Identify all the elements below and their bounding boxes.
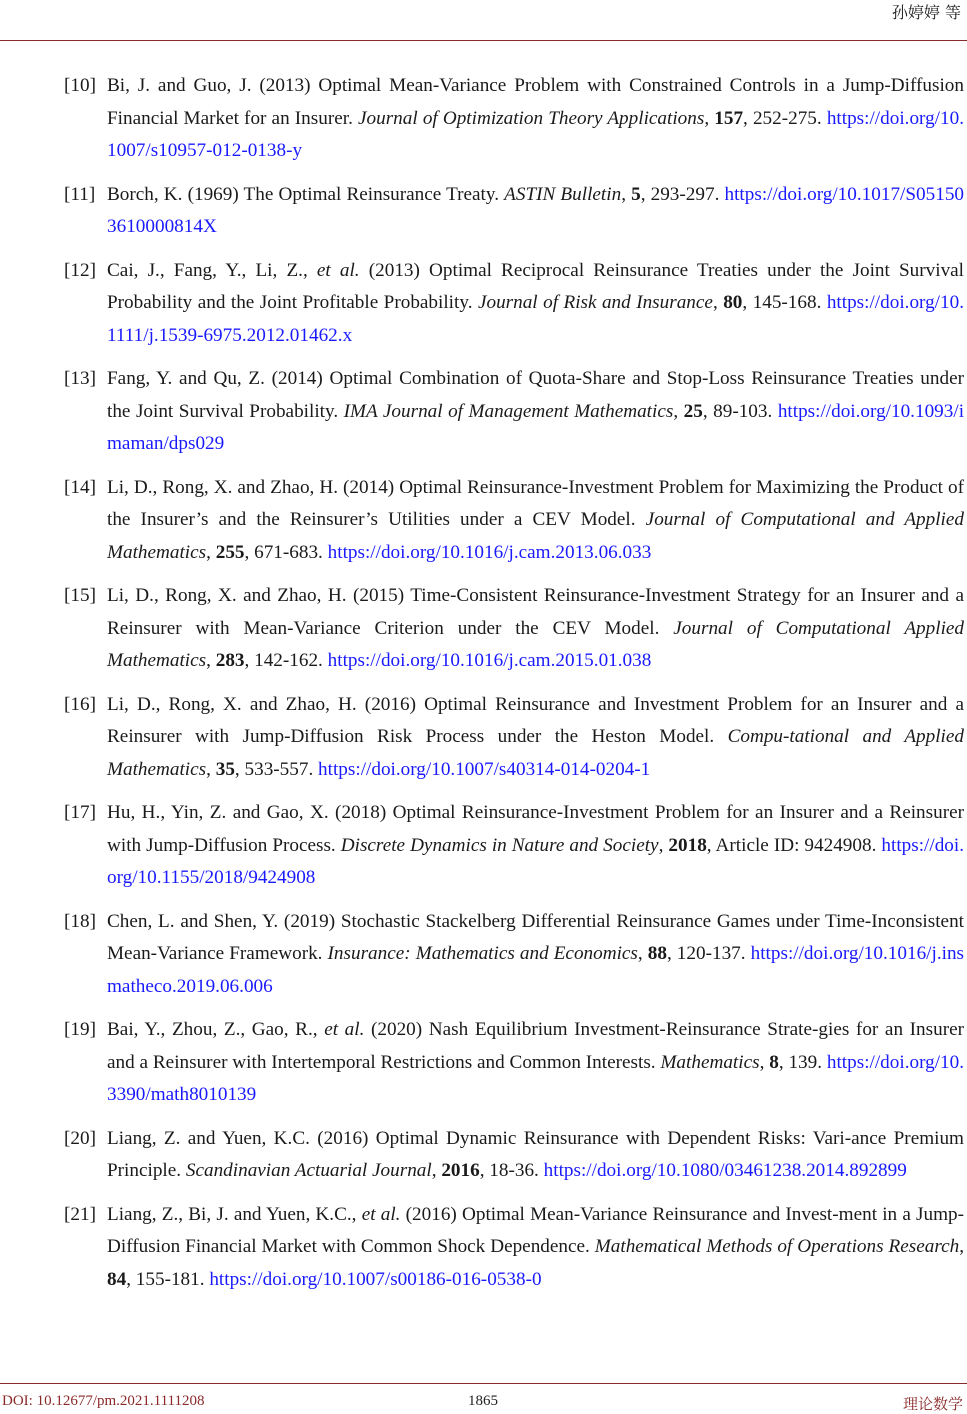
reference-comma: , bbox=[621, 183, 632, 205]
footer-doi[interactable]: DOI: 10.12677/pm.2021.1111208 bbox=[2, 1393, 205, 1409]
reference-etal: et al. bbox=[316, 259, 360, 281]
reference-authors: Liang, Z. and Yuen, K.C. (2016) Optimal Dynamic Reinsurance with Dependent Risks: Vari-ance Premium Principle. bbox=[107, 1127, 964, 1181]
reference-volume: 80 bbox=[723, 292, 743, 313]
reference-number: [21] bbox=[64, 1203, 96, 1225]
reference-pages: , 142-162. bbox=[244, 650, 323, 671]
page-number: 1865 bbox=[468, 1393, 498, 1409]
reference-item bbox=[64, 255, 964, 353]
reference-authors: Liang, Z., Bi, J. and Yuen, K.C., bbox=[107, 1203, 357, 1225]
reference-item bbox=[64, 1014, 964, 1112]
reference-comma: , bbox=[658, 834, 669, 856]
reference-doi-link[interactable]: https://doi.org/10.1016/j.insmatheco.2019.06.006 bbox=[107, 943, 965, 997]
reference-comma: , bbox=[206, 758, 216, 780]
reference-pages: , 293-297. bbox=[640, 183, 720, 205]
reference-comma: , bbox=[206, 650, 216, 671]
reference-item bbox=[64, 580, 964, 678]
reference-number: [19] bbox=[64, 1019, 96, 1040]
reference-item bbox=[64, 1199, 964, 1297]
reference-number: [16] bbox=[64, 693, 96, 715]
reference-volume: 255 bbox=[215, 541, 245, 563]
reference-authors: Li, D., Rong, X. and Zhao, H. (2014) Optimal Reinsurance-Investment Problem for Maximizing the Product of the Insurer’s and the Reinsurer’s Utilities under a CEV Model. bbox=[107, 476, 964, 530]
reference-volume: 25 bbox=[683, 400, 703, 422]
reference-comma: , bbox=[637, 943, 648, 964]
reference-comma: , bbox=[959, 1236, 964, 1257]
reference-pages: , 155-181. bbox=[126, 1268, 205, 1290]
reference-authors: Chen, L. and Shen, Y. (2019) Stochastic Stackelberg Differential Reinsurance Games under Time-Inconsistent Mean-Variance Framework. bbox=[107, 910, 964, 964]
reference-authors: Li, D., Rong, X. and Zhao, H. (2015) Time-Consistent Reinsurance-Investment Strategy for an Insurer and a Reinsurer with Mean-Variance Criterion under the CEV Model. bbox=[107, 585, 964, 639]
reference-number: [18] bbox=[64, 910, 96, 932]
reference-etal: et al. bbox=[361, 1203, 401, 1225]
reference-journal: Insurance: Mathematics and Economics bbox=[327, 943, 638, 964]
reference-journal: Journal of Risk and Insurance bbox=[477, 292, 713, 313]
reference-authors: Fang, Y. and Qu, Z. (2014) Optimal Combination of Quota-Share and Stop-Loss Reinsurance Treaties under the Joint Survival Probability. bbox=[107, 368, 964, 422]
reference-pages: , 252-275. bbox=[743, 107, 822, 129]
reference-journal: ASTIN Bulletin bbox=[504, 183, 622, 205]
reference-pages: , 139. bbox=[778, 1051, 823, 1073]
reference-volume: 88 bbox=[647, 943, 667, 964]
reference-authors: Cai, J., Fang, Y., Li, Z., bbox=[107, 259, 308, 281]
reference-number: [10] bbox=[64, 75, 96, 96]
reference-volume: 8 bbox=[769, 1051, 779, 1073]
reference-volume: 84 bbox=[107, 1268, 127, 1290]
reference-journal: Scandinavian Actuarial Journal bbox=[185, 1160, 432, 1181]
reference-doi-link[interactable]: https://doi.org/10.1016/j.cam.2015.01.038 bbox=[327, 650, 652, 671]
reference-authors: Bai, Y., Zhou, Z., Gao, R., bbox=[107, 1019, 318, 1040]
reference-pages: , 533-557. bbox=[234, 758, 314, 780]
reference-number: [15] bbox=[64, 585, 96, 606]
reference-text bbox=[107, 906, 964, 1004]
reference-volume: 283 bbox=[215, 650, 245, 671]
reference-doi-link[interactable]: https://doi.org/10.1007/s10957-012-0138-y bbox=[107, 107, 964, 161]
reference-pages: , Article ID: 9424908. bbox=[706, 834, 877, 856]
header-author: 孙婷婷 等 bbox=[891, 3, 961, 22]
reference-number: [17] bbox=[64, 802, 96, 823]
reference-doi-link[interactable]: https://doi.org/10.1093/imaman/dps029 bbox=[107, 400, 965, 454]
reference-volume: 157 bbox=[714, 107, 744, 129]
reference-doi-link[interactable]: https://doi.org/10.1080/03461238.2014.892899 bbox=[543, 1160, 907, 1181]
reference-authors: Li, D., Rong, X. and Zhao, H. (2016) Optimal Reinsurance and Investment Problem for an Insurer and a Reinsurer with Jump-Diffusion Risk Process under the Heston Model. bbox=[107, 693, 964, 747]
reference-list bbox=[64, 70, 964, 1307]
reference-volume: 2016 bbox=[441, 1160, 480, 1181]
reference-pages: , 120-137. bbox=[666, 943, 746, 964]
reference-comma: , bbox=[704, 107, 715, 129]
reference-journal: Compu-tational and Applied Mathematics bbox=[107, 726, 964, 780]
reference-journal: Journal of Computational and Applied Mathematics bbox=[107, 509, 964, 563]
reference-authors: Bi, J. and Guo, J. (2013) Optimal Mean-Variance Problem with Constrained Controls in a Jump-Diffusion Financial Market for an Insurer. bbox=[107, 75, 964, 129]
reference-item bbox=[64, 906, 964, 1004]
reference-comma: , bbox=[759, 1051, 770, 1073]
reference-number: [20] bbox=[64, 1127, 96, 1149]
reference-number: [13] bbox=[64, 368, 96, 389]
reference-authors: Hu, H., Yin, Z. and Gao, X. (2018) Optimal Reinsurance-Investment Problem for an Insurer and a Reinsurer with Jump-Diffusion Process. bbox=[107, 802, 964, 856]
reference-number: [14] bbox=[64, 476, 96, 498]
reference-item bbox=[64, 797, 964, 895]
reference-comma: , bbox=[712, 292, 724, 313]
reference-doi-link[interactable]: https://doi.org/10.1007/s00186-016-0538-0 bbox=[209, 1268, 542, 1290]
reference-number: [12] bbox=[64, 259, 96, 281]
reference-etal: et al. bbox=[324, 1019, 365, 1040]
footer-divider bbox=[0, 1383, 967, 1384]
reference-item bbox=[64, 179, 964, 244]
reference-journal: Mathematics bbox=[660, 1051, 760, 1073]
page-footer bbox=[0, 1393, 967, 1413]
reference-authors-tail: (2016) Optimal Mean-Variance Reinsurance and Invest-ment in a Jump-Diffusion Financial Market with Common Shock Dependence. bbox=[107, 1203, 965, 1257]
reference-text bbox=[107, 179, 964, 244]
page-header bbox=[0, 0, 967, 41]
reference-item bbox=[64, 70, 964, 168]
reference-volume: 2018 bbox=[668, 834, 707, 856]
reference-pages: , 145-168. bbox=[742, 292, 822, 313]
reference-doi-link[interactable]: https://doi.org/10.1111/j.1539-6975.2012.01462.x bbox=[107, 292, 964, 346]
reference-doi-link[interactable]: https://doi.org/10.3390/math8010139 bbox=[107, 1051, 965, 1105]
reference-volume: 35 bbox=[215, 758, 235, 780]
reference-comma: , bbox=[673, 400, 684, 422]
reference-item bbox=[64, 689, 964, 787]
reference-journal: Mathematical Methods of Operations Research bbox=[594, 1236, 960, 1257]
reference-journal: Journal of Computational Applied Mathematics bbox=[107, 617, 965, 671]
reference-text bbox=[107, 1014, 964, 1112]
reference-doi-link[interactable]: https://doi.org/10.1155/2018/9424908 bbox=[107, 834, 965, 888]
reference-text bbox=[107, 255, 964, 353]
reference-authors-tail: (2020) Nash Equilibrium Investment-Reinsurance Strate-gies for an Insurer and a Reinsurer with Intertemporal Restrictions and Common Interests. bbox=[107, 1019, 964, 1073]
reference-item bbox=[64, 1123, 964, 1188]
reference-comma: , bbox=[431, 1160, 442, 1181]
reference-item bbox=[64, 472, 964, 570]
reference-pages: , 18-36. bbox=[479, 1160, 539, 1181]
reference-pages: , 671-683. bbox=[244, 541, 323, 563]
reference-text bbox=[107, 580, 964, 678]
reference-text bbox=[107, 1123, 964, 1188]
reference-text bbox=[107, 472, 964, 570]
reference-journal: Journal of Optimization Theory Applications bbox=[358, 107, 705, 129]
reference-text bbox=[107, 689, 964, 787]
reference-number: [11] bbox=[64, 183, 96, 205]
reference-doi-link[interactable]: https://doi.org/10.1007/s40314-014-0204-1 bbox=[318, 758, 651, 780]
reference-comma: , bbox=[206, 541, 216, 563]
reference-doi-link[interactable]: https://doi.org/10.1017/S051503610000814X bbox=[107, 183, 965, 237]
reference-text bbox=[107, 1199, 964, 1297]
footer-journal-name: 理论数学 bbox=[902, 1395, 963, 1413]
reference-text bbox=[107, 70, 964, 168]
reference-journal: IMA Journal of Management Mathematics bbox=[343, 400, 674, 422]
reference-volume: 5 bbox=[631, 183, 641, 205]
reference-authors-tail: (2013) Optimal Reciprocal Reinsurance Treaties under the Joint Survival Probability and the Joint Profitable Probability. bbox=[107, 259, 965, 313]
reference-text bbox=[107, 797, 964, 895]
reference-journal: Discrete Dynamics in Nature and Society bbox=[340, 834, 659, 856]
reference-text bbox=[107, 363, 964, 461]
reference-doi-link[interactable]: https://doi.org/10.1016/j.cam.2013.06.033 bbox=[327, 541, 652, 563]
reference-authors: Borch, K. (1969) The Optimal Reinsurance Treaty. bbox=[107, 183, 500, 205]
reference-pages: , 89-103. bbox=[702, 400, 773, 422]
reference-item bbox=[64, 363, 964, 461]
